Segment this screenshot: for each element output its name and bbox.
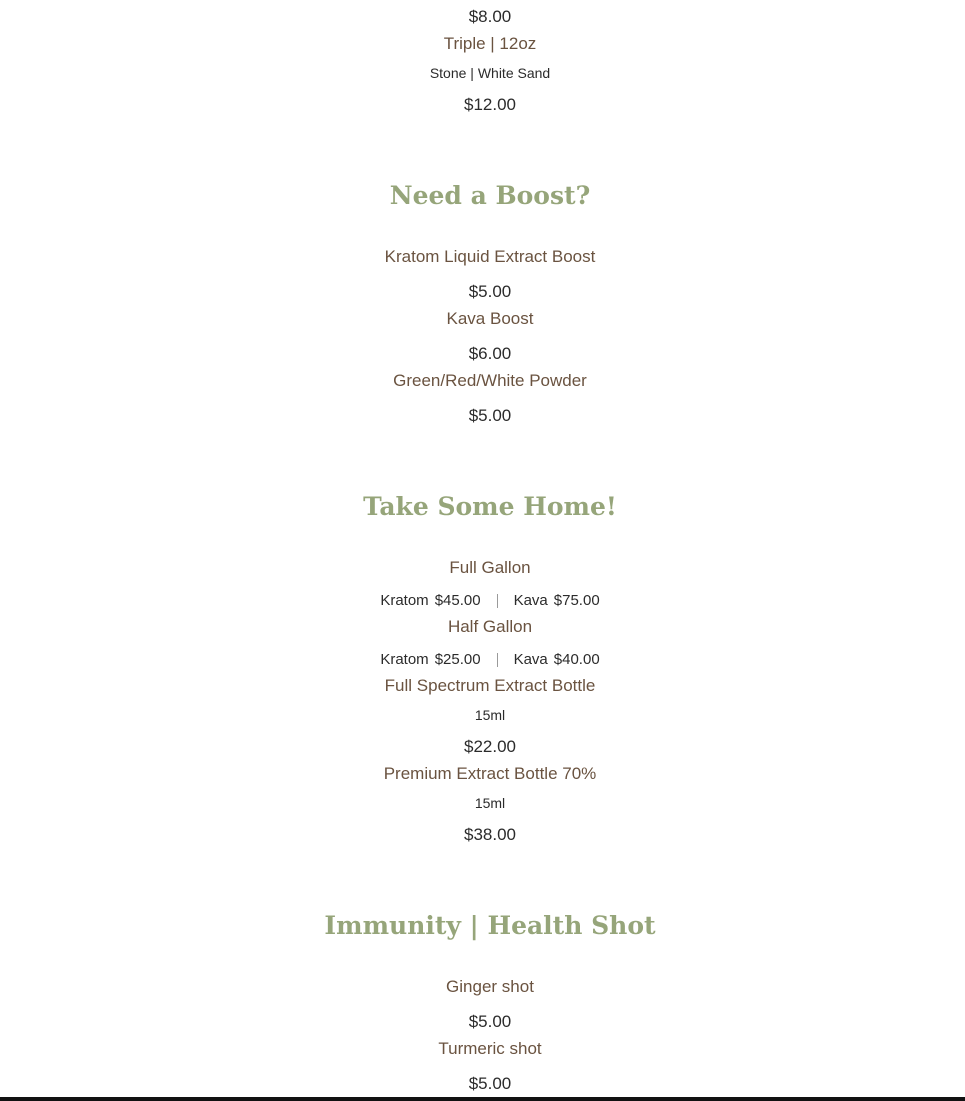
item-name: Ginger shot: [446, 977, 534, 996]
price-text: $5.00: [468, 1074, 512, 1093]
price-text: $6.00: [468, 344, 512, 363]
item-name: Premium Extract Bottle 70%: [383, 764, 597, 783]
price-pair: [0, 593, 965, 608]
item-name: Full Spectrum Extract Bottle: [384, 676, 596, 695]
price-text: $22.00: [464, 737, 516, 756]
item-name: Turmeric shot: [438, 1039, 542, 1058]
item-size: 15ml: [474, 795, 506, 811]
section-heading-immunity: Immunity | Health Shot: [324, 911, 656, 940]
price-text: $25.00: [434, 651, 481, 668]
price-text: $75.00: [553, 592, 600, 609]
section-heading-home: Take Some Home!: [363, 492, 617, 521]
item-size: 15ml: [474, 707, 506, 723]
option-label: Kava: [513, 592, 548, 609]
item-name: Full Gallon: [449, 558, 531, 577]
item-option: Stone | White Sand: [429, 65, 551, 81]
price-text: $5.00: [468, 1012, 512, 1031]
item-name: Kratom Liquid Extract Boost: [384, 247, 596, 266]
price-text: $40.00: [553, 651, 600, 668]
option-label: Kratom: [380, 651, 429, 668]
item-name: Triple | 12oz: [443, 34, 537, 53]
item-name: Kava Boost: [446, 309, 534, 328]
price-text: $12.00: [464, 95, 516, 114]
divider: [497, 653, 498, 667]
bottom-border: [0, 1097, 965, 1101]
price-text: $38.00: [464, 825, 516, 844]
divider: [497, 594, 498, 608]
price-text: $5.00: [468, 406, 512, 425]
option-label: Kava: [513, 651, 548, 668]
section-heading-boost: Need a Boost?: [389, 181, 591, 210]
price-text: $8.00: [468, 7, 512, 26]
price-pair: [0, 652, 965, 667]
option-label: Kratom: [380, 592, 429, 609]
item-name: Green/Red/White Powder: [393, 371, 587, 390]
price-text: $5.00: [468, 282, 512, 301]
price-text: $45.00: [434, 592, 481, 609]
item-name: Half Gallon: [447, 617, 533, 636]
